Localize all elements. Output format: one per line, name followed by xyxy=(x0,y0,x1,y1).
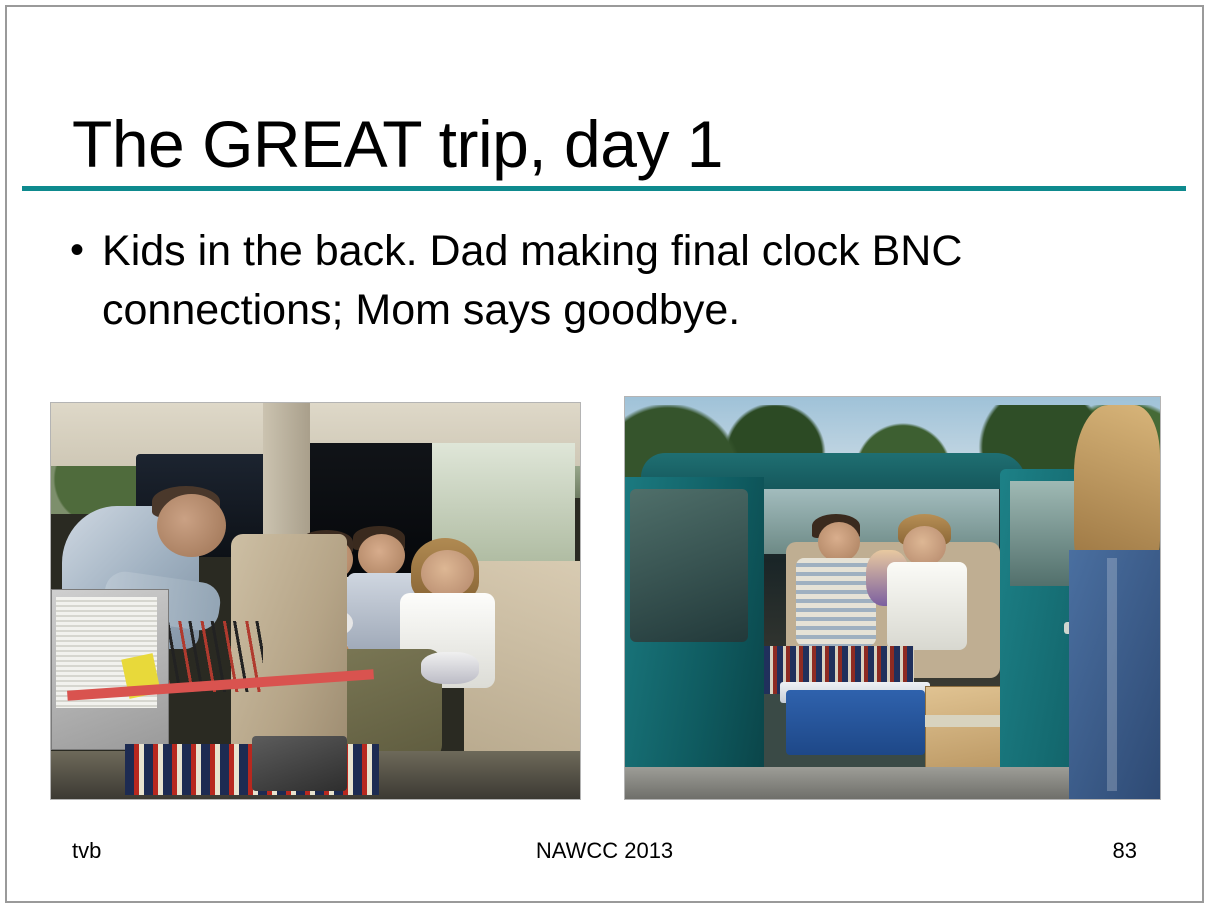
bullet-marker: • xyxy=(70,228,85,272)
photo-electronics-gear xyxy=(252,736,347,791)
title-underline-rule xyxy=(22,186,1186,191)
footer-author: tvb xyxy=(72,838,102,863)
page-title: The GREAT trip, day 1 xyxy=(72,107,723,182)
photo-boy-head xyxy=(818,522,861,562)
footer-event: NAWCC 2013 xyxy=(535,838,674,863)
photo-dad-head xyxy=(157,494,226,557)
photo-girl-shirt xyxy=(887,562,967,650)
photo-game-controller-two xyxy=(421,652,479,684)
photo-van-interior-dad-and-kids xyxy=(50,402,581,800)
photo-girl-head xyxy=(903,526,946,566)
photo-blue-cooler xyxy=(786,690,925,754)
photo-girl-head xyxy=(421,550,474,598)
photo-van-exterior-open-door-kids-and-mom xyxy=(624,396,1161,800)
photo-mom-hair xyxy=(1074,405,1160,574)
bullet-list xyxy=(70,222,1130,341)
footer-page-number: 83 xyxy=(1112,838,1137,863)
slide-footer xyxy=(0,838,1209,868)
photo-van-front-window xyxy=(630,489,748,642)
bullet-item-text: Kids in the back. Dad making final clock BNC connections; Mom says goodbye. xyxy=(102,227,963,335)
photo-mom-jacket-seam xyxy=(1107,558,1118,791)
photo-boy-shirt xyxy=(796,558,876,646)
